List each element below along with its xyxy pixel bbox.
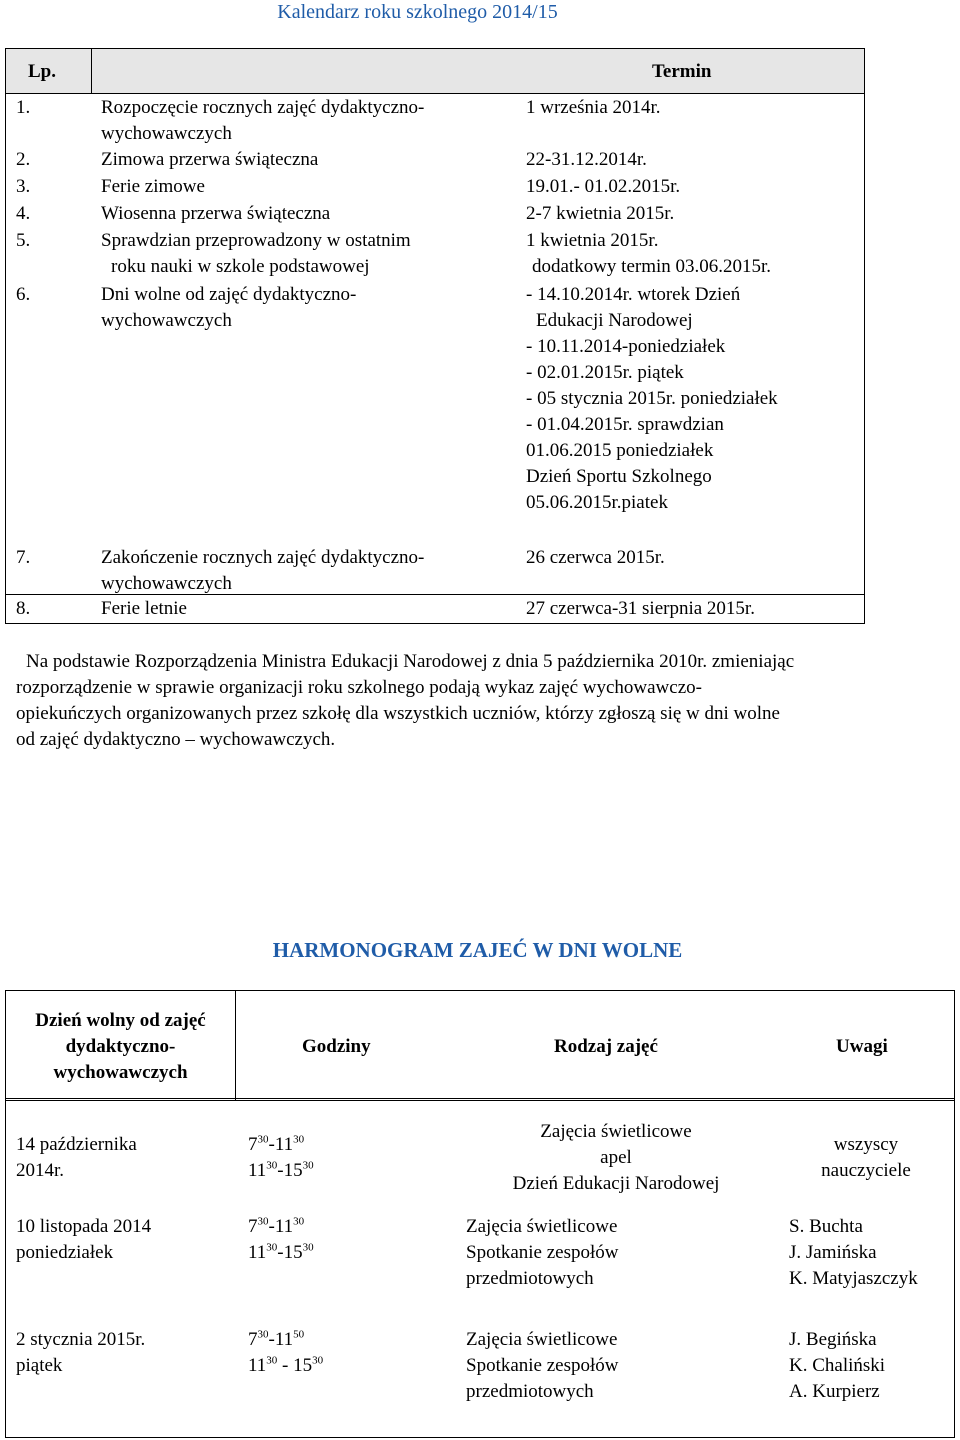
row-term: 2-7 kwietnia 2015r.: [526, 203, 675, 224]
event-line: Dni wolne od zajęć dydaktyczno-: [101, 284, 357, 305]
row1-type: [466, 1119, 766, 1197]
row2-notes: [789, 1214, 918, 1292]
notes-line: K. Chaliński: [789, 1355, 886, 1376]
row-event: [101, 282, 521, 334]
paragraph-line: rozporządzenie w sprawie organizacji roku szkolnego podają wykaz zajęć wychowawczo-: [16, 677, 702, 698]
header-day-line: Dzień wolny od zajęć: [35, 1010, 206, 1031]
row-lp: 3.: [16, 176, 31, 197]
day-line: 14 października: [16, 1134, 137, 1155]
row-event: Zimowa przerwa świąteczna: [101, 149, 319, 170]
row-event: [101, 95, 521, 147]
row3-day: [16, 1327, 145, 1379]
row-lp: 4.: [16, 203, 31, 224]
row-term: [526, 282, 861, 516]
harmonogram-header: [6, 991, 954, 1101]
calendar-row-5: [6, 226, 864, 280]
row2-day: [16, 1214, 151, 1266]
type-line: przedmiotowych: [466, 1381, 594, 1402]
calendar-row-6: [6, 280, 864, 537]
row1-hours: [248, 1132, 314, 1184]
term-line: - 10.11.2014-poniedziałek: [526, 336, 726, 357]
calendar-row-7: [6, 537, 864, 593]
row3-type: [466, 1327, 619, 1405]
intro-paragraph: [16, 649, 946, 753]
header-day-line: wychowawczych: [53, 1062, 188, 1083]
term-line: Edukacji Narodowej: [536, 310, 693, 331]
term-line: 1 września 2014r.: [526, 97, 661, 118]
header-termin: Termin: [652, 61, 712, 82]
row-event: Wiosenna przerwa świąteczna: [101, 203, 331, 224]
row2-type: [466, 1214, 619, 1292]
row-lp: 8.: [16, 598, 31, 619]
paragraph-line: od zajęć dydaktyczno – wychowawczych.: [16, 729, 336, 750]
notes-line: K. Matyjaszczyk: [789, 1268, 918, 1289]
type-line: Zajęcia świetlicowe: [540, 1121, 692, 1142]
term-line: 1 kwietnia 2015r.: [526, 230, 659, 251]
type-line: Dzień Edukacji Narodowej: [512, 1173, 720, 1194]
row-lp: 2.: [16, 149, 31, 170]
notes-line: J. Jamińska: [789, 1242, 877, 1263]
row-event: Ferie letnie: [101, 598, 187, 619]
row1-day: [16, 1132, 137, 1184]
row1-notes: [781, 1132, 951, 1184]
day-line: 2 stycznia 2015r.: [16, 1329, 146, 1350]
term-line: - 05 stycznia 2015r. poniedziałek: [526, 388, 778, 409]
row-term: [526, 95, 861, 121]
row-lp: 7.: [16, 547, 31, 568]
header-hours: Godziny: [302, 1036, 371, 1057]
hours-line: $7^{30}-11^{30}$: [248, 1133, 305, 1155]
event-line: wychowawczych: [101, 573, 232, 594]
calendar-row-3: [6, 172, 864, 198]
calendar-row-4: [6, 199, 864, 225]
day-line: 10 listopada 2014: [16, 1216, 152, 1237]
row-term: [526, 228, 861, 280]
day-line: poniedziałek: [16, 1242, 114, 1263]
term-line: - 14.10.2014r. wtorek Dzień: [526, 284, 741, 305]
event-line: wychowawczych: [101, 123, 232, 144]
notes-line: S. Buchta: [789, 1216, 863, 1237]
row-term: 22-31.12.2014r.: [526, 149, 647, 170]
row-event: [101, 228, 521, 280]
row2-hours: [248, 1214, 314, 1266]
hours-line: $7^{30}-11^{30}$: [248, 1215, 305, 1237]
notes-line: nauczyciele: [821, 1160, 911, 1181]
type-line: Spotkanie zespołów: [466, 1355, 619, 1376]
term-line: - 01.04.2015r. sprawdzian: [526, 414, 724, 435]
type-line: przedmiotowych: [466, 1268, 594, 1289]
row-event: [101, 545, 521, 597]
harmonogram-table: [5, 990, 955, 1438]
type-line: Zajęcia świetlicowe: [466, 1329, 618, 1350]
term-line: dodatkowy termin 03.06.2015r.: [532, 256, 772, 277]
type-line: Zajęcia świetlicowe: [466, 1216, 618, 1237]
calendar-row-8: [6, 596, 864, 624]
term-line: 05.06.2015r.piatek: [526, 492, 668, 513]
term-line: - 02.01.2015r. piątek: [526, 362, 684, 383]
row-event: Ferie zimowe: [101, 176, 205, 197]
row-lp: 6.: [16, 284, 31, 305]
header-lp: Lp.: [28, 61, 56, 82]
day-line: piątek: [16, 1355, 63, 1376]
event-line: Zakończenie rocznych zajęć dydaktyczno-: [101, 547, 425, 568]
row-term: 27 czerwca-31 sierpnia 2015r.: [526, 598, 755, 619]
calendar-table: [5, 48, 865, 624]
calendar-row-1: [6, 93, 864, 145]
day-line: 2014r.: [16, 1160, 65, 1181]
notes-line: J. Begińska: [789, 1329, 877, 1350]
paragraph-line: opiekuńczych organizowanych przez szkołę dla wszystkich uczniów, którzy zgłoszą się w dni wolne: [16, 703, 780, 724]
notes-line: wszyscy: [833, 1134, 899, 1155]
hours-line: $11^{30}-15^{30}$: [248, 1159, 314, 1181]
event-line: Sprawdzian przeprowadzony w ostatnim: [101, 230, 411, 251]
row3-hours: [248, 1327, 323, 1379]
header-type: Rodzaj zajęć: [554, 1036, 658, 1057]
type-line: Spotkanie zespołów: [466, 1242, 619, 1263]
harmonogram-title: HARMONOGRAM ZAJEĆ W DNI WOLNE: [272, 938, 683, 962]
term-line: 01.06.2015 poniedziałek: [526, 440, 714, 461]
header-notes: Uwagi: [836, 1036, 888, 1057]
event-line: roku nauki w szkole podstawowej: [111, 256, 370, 277]
hours-line: $11^{30}-15^{30}$: [248, 1241, 314, 1263]
page-title: Kalendarz roku szkolnego 2014/15: [277, 1, 558, 23]
type-line: apel: [600, 1147, 632, 1168]
hours-line: $11^{30} - 15^{30}$: [248, 1354, 324, 1376]
row-term: 19.01.- 01.02.2015r.: [526, 176, 681, 197]
row3-notes: [789, 1327, 885, 1405]
calendar-header: [6, 49, 864, 94]
notes-line: A. Kurpierz: [789, 1381, 880, 1402]
header-day: [6, 1008, 235, 1086]
calendar-row-2: [6, 145, 864, 171]
term-line: Dzień Sportu Szkolnego: [526, 466, 712, 487]
paragraph-line: Na podstawie Rozporządzenia Ministra Edukacji Narodowej z dnia 5 października 2010r. zmieniając: [26, 651, 795, 672]
row-divider: [6, 594, 864, 595]
hours-line: $7^{30}-11^{50}$: [248, 1328, 305, 1350]
event-line: wychowawczych: [101, 310, 232, 331]
row-lp: 1.: [16, 97, 31, 118]
row-lp: 5.: [16, 230, 31, 251]
row-term: 26 czerwca 2015r.: [526, 547, 665, 568]
header-day-line: dydaktyczno-: [65, 1036, 176, 1057]
event-line: Rozpoczęcie rocznych zajęć dydaktyczno-: [101, 97, 425, 118]
